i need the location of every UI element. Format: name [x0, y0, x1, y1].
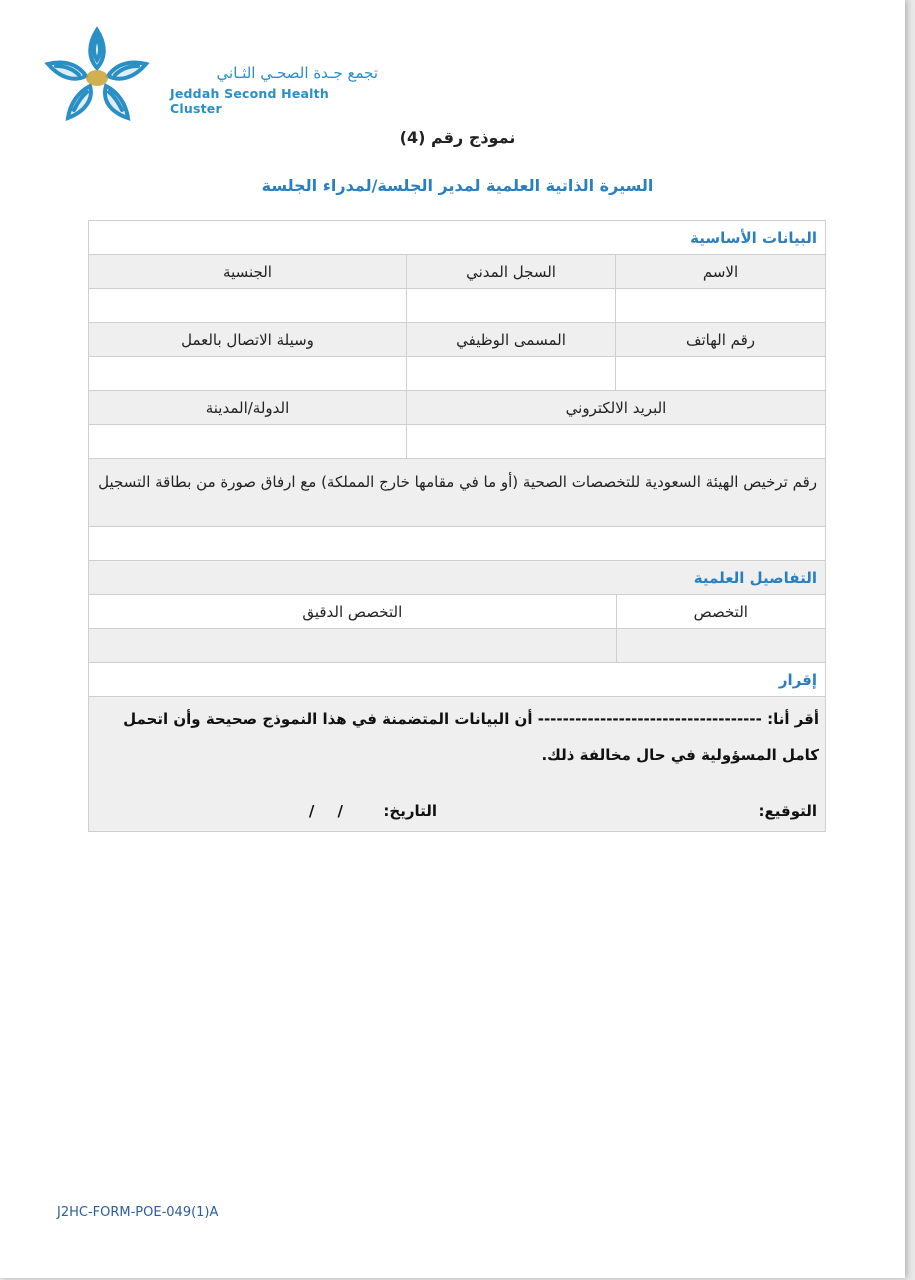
nationality-label: الجنسية — [223, 262, 272, 281]
scientific-section-title: التفاصيل العلمية — [693, 568, 817, 587]
license-field[interactable] — [89, 527, 825, 560]
nationality-field[interactable] — [89, 289, 406, 322]
specialty-field[interactable] — [616, 629, 825, 662]
declaration-text: أقر أنا: ------------------------------------ أن البيانات المتضمنة في هذا النموذج صحيحة وأن اتحمل كامل المسؤولية في حال مخالفة ذلك. — [123, 710, 819, 764]
license-input-row — [89, 527, 825, 561]
license-label: رقم ترخيص الهيئة السعودية للتخصصات الصحية (أو ما في مقامها خارج المملكة) مع ارفاق صورة من بطاقة التسجيل — [98, 473, 817, 491]
label-row — [89, 595, 825, 629]
form-number: نموذج رقم (4) — [399, 128, 516, 147]
job-title-field[interactable] — [406, 357, 615, 390]
form-title: السيرة الذاتية العلمية لمدير الجلسة/لمدراء الجلسة — [261, 176, 654, 195]
civil-registry-field[interactable] — [406, 289, 615, 322]
basic-section-title: البيانات الأساسية — [690, 228, 817, 247]
declaration-section-title: إقرار — [778, 670, 817, 689]
email-field[interactable] — [406, 425, 825, 458]
email-label: البريد الالكتروني — [406, 391, 825, 424]
label-row — [89, 323, 825, 357]
phone-label: رقم الهاتف — [615, 323, 825, 356]
label-row — [89, 255, 825, 289]
input-row — [89, 425, 825, 459]
date-slashes: / / — [308, 802, 343, 820]
work-contact-label: وسيلة الاتصال بالعمل — [181, 330, 314, 349]
phone-field[interactable] — [615, 357, 825, 390]
logo-arabic-text: تجمع جـدة الصحـي الثـاني — [216, 64, 378, 82]
signature-label: التوقيع: — [758, 802, 817, 820]
job-title-label: المسمى الوظيفي — [406, 323, 615, 356]
label-row — [89, 391, 825, 425]
date-label: التاريخ: — [383, 802, 437, 820]
cluster-logo-icon — [44, 24, 150, 124]
declaration-section-row — [89, 663, 825, 697]
declaration-block — [89, 697, 825, 831]
input-row — [89, 629, 825, 663]
sub-specialty-label: التخصص الدقيق — [302, 602, 403, 621]
logo-english-text: Jeddah Second Health Cluster — [170, 86, 329, 116]
country-city-label: الدولة/المدينة — [205, 398, 290, 417]
license-label-row — [89, 459, 825, 527]
sub-specialty-field[interactable] — [89, 629, 616, 662]
cv-form-table — [88, 220, 826, 832]
form-code: J2HC-FORM-POE-049(1)A — [57, 1205, 219, 1220]
scientific-section-row — [89, 561, 825, 595]
name-label: الاسم — [615, 255, 825, 288]
specialty-label: التخصص — [616, 595, 825, 628]
input-row — [89, 357, 825, 391]
name-field[interactable] — [615, 289, 825, 322]
input-row — [89, 289, 825, 323]
country-city-field[interactable] — [89, 425, 406, 458]
basic-section-row — [89, 221, 825, 255]
work-contact-field[interactable] — [89, 357, 406, 390]
civil-registry-label: السجل المدني — [406, 255, 615, 288]
declaration-row — [89, 697, 825, 831]
